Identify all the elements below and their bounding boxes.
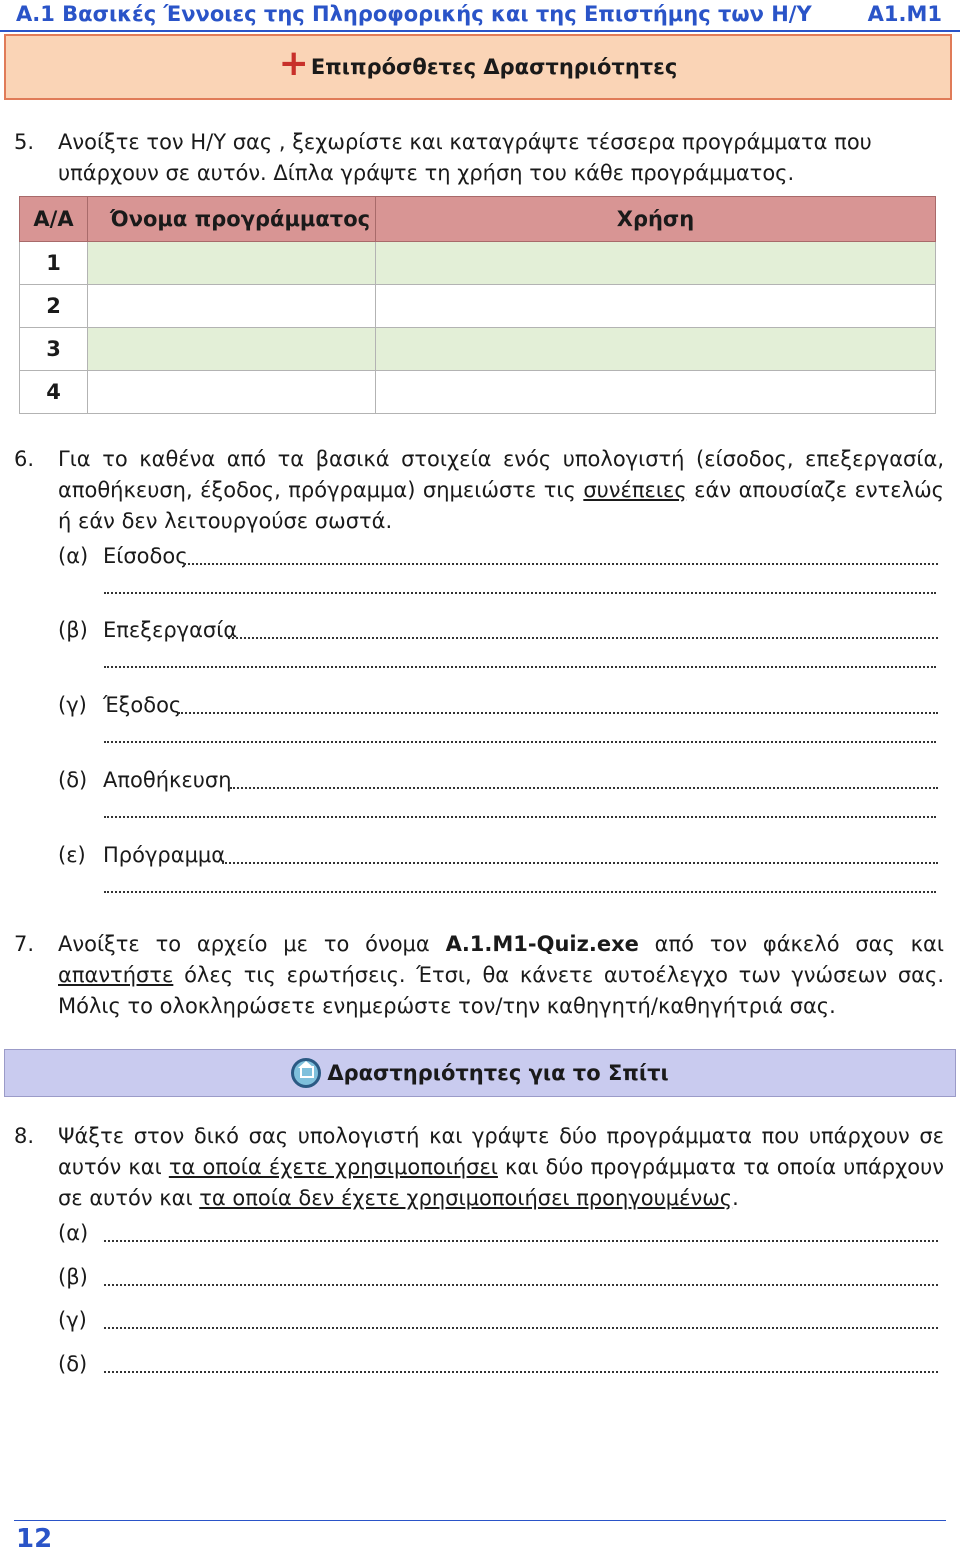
- question-number: 8.: [14, 1124, 35, 1148]
- chapter-title: Α.1 Βασικές Έννοιες της Πληροφορικής και της Επιστήμης των Η/Υ: [16, 2, 812, 26]
- text-segment: και δύο προγράμματα τα οποία υπάρχουν σε αυτόν και: [58, 1155, 944, 1210]
- text-segment: εάν απουσίαζε εντελώς ή εάν δεν λειτουργούσε σωστά.: [58, 478, 944, 533]
- item-label: (γ): [58, 693, 87, 717]
- extra-activities-banner: [4, 34, 952, 100]
- header-divider: [0, 30, 960, 32]
- item-label: (γ): [58, 1308, 87, 1332]
- answer-item: [58, 1308, 938, 1340]
- text-segment: Για το καθένα από τα βασικά στοιχεία ενός υπολογιστή (είσοδος, επεξεργασία, αποθήκευση, έξοδος, πρόγραμμα) σημειώστε τις: [58, 447, 944, 502]
- question-7: [14, 929, 944, 1022]
- question-text: Ανοίξτε τον Η/Υ σας , ξεχωρίστε και καταγράψτε τέσσερα προγράμματα που υπάρχουν σε αυτόν. Δίπλα γράψτε τη χρήση του κάθε προγράμματος.: [58, 130, 872, 185]
- answer-line[interactable]: [230, 787, 938, 789]
- answer-line[interactable]: [178, 712, 938, 714]
- question-6: [14, 444, 944, 537]
- answer-item: [58, 1352, 938, 1384]
- usage-cell[interactable]: [376, 285, 936, 328]
- answer-item: [58, 693, 938, 725]
- table-row: [20, 371, 936, 414]
- question-number: 7.: [14, 932, 35, 956]
- item-word: Είσοδος: [103, 544, 188, 568]
- answer-item: [58, 1221, 938, 1253]
- underlined-text: τα οποία έχετε χρησιμοποιήσει: [168, 1155, 498, 1179]
- page-header: [0, 0, 960, 30]
- text-segment: Ανοίξτε το αρχείο με το όνομα: [58, 932, 446, 956]
- question-number: 5.: [14, 130, 35, 154]
- answer-item: [58, 768, 938, 800]
- answer-line[interactable]: [104, 1371, 938, 1373]
- underlined-text: απαντήστε: [58, 963, 174, 987]
- answer-line[interactable]: [222, 862, 938, 864]
- answer-line[interactable]: [184, 563, 938, 565]
- item-word: Πρόγραμμα: [103, 843, 226, 867]
- item-label: (α): [58, 544, 89, 568]
- answer-item: [58, 1265, 938, 1297]
- home-activities-title: Δραστηριότητες για το Σπίτι: [327, 1061, 669, 1085]
- row-number: 4: [20, 371, 88, 414]
- answer-line[interactable]: [104, 816, 936, 818]
- question-5: [14, 127, 944, 189]
- question-number: 6.: [14, 447, 35, 471]
- table-header-row: [20, 197, 936, 242]
- item-label: (δ): [58, 1352, 88, 1376]
- usage-cell[interactable]: [376, 328, 936, 371]
- answer-line[interactable]: [104, 1327, 938, 1329]
- item-label: (ε): [58, 843, 86, 867]
- question-text: [58, 1121, 944, 1214]
- home-activities-banner: [4, 1049, 956, 1097]
- answer-line[interactable]: [228, 637, 938, 639]
- table-row: [20, 242, 936, 285]
- row-number: 3: [20, 328, 88, 371]
- usage-cell[interactable]: [376, 242, 936, 285]
- home-icon: [291, 1058, 321, 1088]
- program-name-cell[interactable]: [88, 285, 376, 328]
- text-segment: όλες τις ερωτήσεις. Έτσι, θα κάνετε αυτοέλεγχο των γνώσεων σας. Μόλις το ολοκληρώσετε ενημερώστε τον/την καθηγητή/καθηγήτριά σας.: [58, 963, 944, 1018]
- column-header-program-name: Όνομα προγράμματος: [88, 197, 376, 242]
- footer-divider: [14, 1520, 946, 1521]
- program-name-cell[interactable]: [88, 328, 376, 371]
- underlined-text: τα οποία δεν έχετε χρησιμοποιήσει προηγουμένως: [199, 1186, 733, 1210]
- answer-item: [58, 843, 938, 875]
- page-number: 12: [16, 1524, 53, 1554]
- answer-line[interactable]: [104, 592, 936, 594]
- text-segment: .: [732, 1186, 739, 1210]
- item-label: (δ): [58, 768, 88, 792]
- table-row: [20, 328, 936, 371]
- answer-item: [58, 544, 938, 576]
- answer-line[interactable]: [104, 1284, 938, 1286]
- question-8: [14, 1121, 944, 1214]
- text-segment: Ψάξτε στον δικό σας υπολογιστή και γράψτε δύο προγράμματα που υπάρχουν σε αυτόν και: [58, 1124, 944, 1179]
- answer-line[interactable]: [104, 891, 936, 893]
- program-name-cell[interactable]: [88, 242, 376, 285]
- table-row: [20, 285, 936, 328]
- answer-line[interactable]: [104, 1240, 938, 1242]
- item-label: (β): [58, 618, 88, 642]
- question-text: [58, 929, 944, 1022]
- column-header-usage: Χρήση: [376, 197, 936, 242]
- question-text: [58, 444, 944, 537]
- item-word: Επεξεργασία: [103, 618, 238, 642]
- programs-table: [19, 196, 936, 414]
- item-label: (α): [58, 1221, 89, 1245]
- quiz-filename: Α.1.Μ1-Quiz.exe: [445, 932, 639, 956]
- item-word: Αποθήκευση: [103, 768, 232, 792]
- item-word: Έξοδος: [103, 693, 182, 717]
- extra-activities-title: Επιπρόσθετες Δραστηριότητες: [310, 55, 678, 79]
- answer-line[interactable]: [104, 741, 936, 743]
- text-segment: από τον φάκελό σας και: [638, 932, 944, 956]
- row-number: 1: [20, 242, 88, 285]
- program-name-cell[interactable]: [88, 371, 376, 414]
- answer-item: [58, 618, 938, 650]
- underlined-text: συνέπειες: [583, 478, 687, 502]
- chapter-code: Α1.Μ1: [867, 2, 942, 26]
- row-number: 2: [20, 285, 88, 328]
- item-label: (β): [58, 1265, 88, 1289]
- usage-cell[interactable]: [376, 371, 936, 414]
- answer-line[interactable]: [104, 666, 936, 668]
- column-header-aa: Α/Α: [20, 197, 88, 242]
- plus-icon: +: [278, 43, 309, 84]
